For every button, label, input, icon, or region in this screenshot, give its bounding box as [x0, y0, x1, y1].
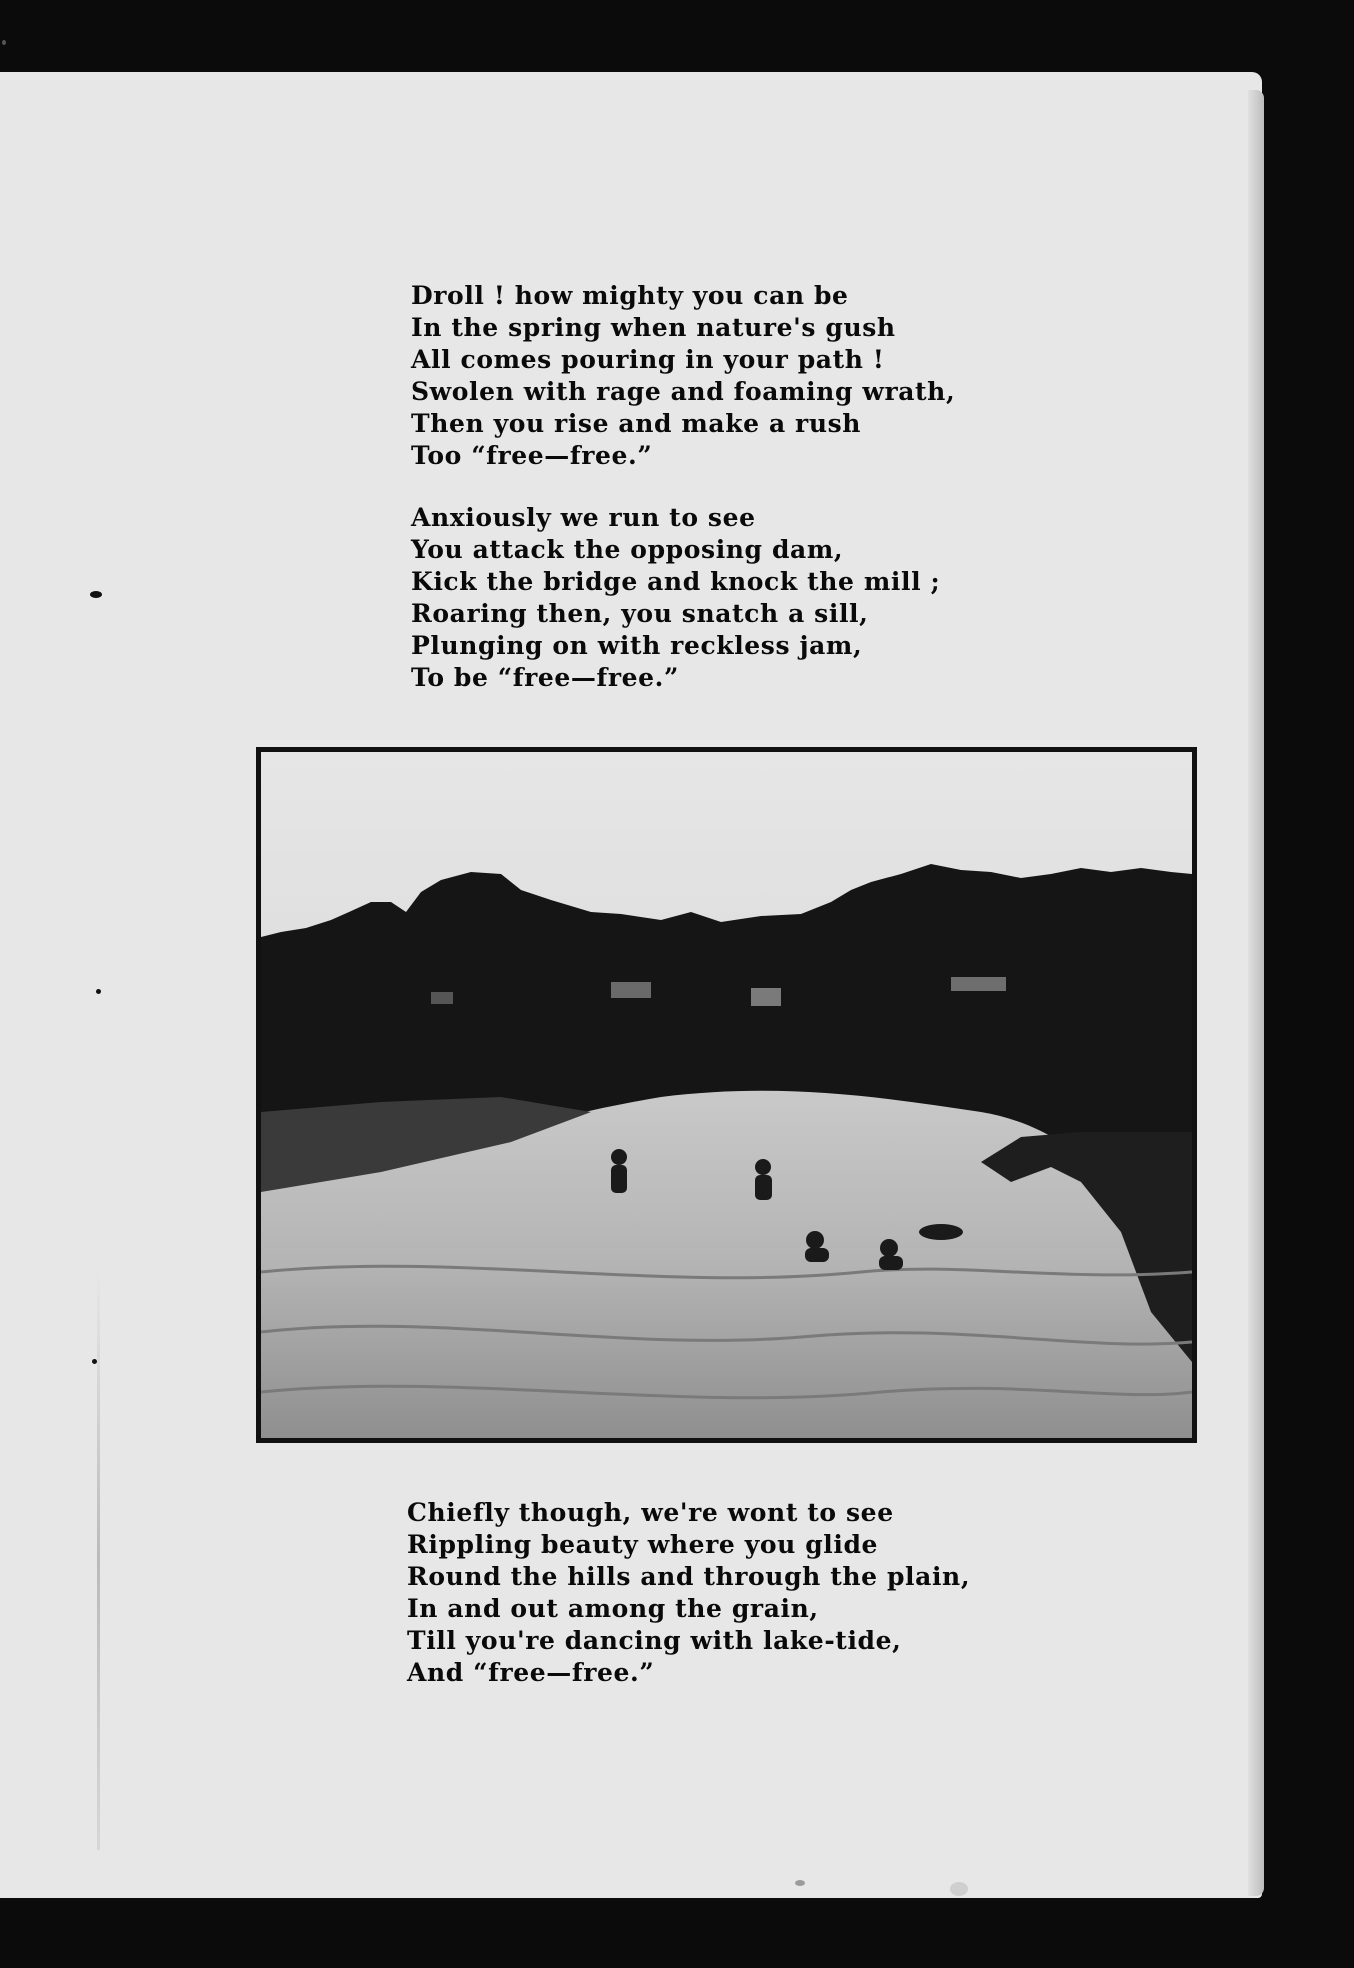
page-gutter	[97, 1270, 100, 1850]
poem-line: Plunging on with reckless jam,	[411, 631, 863, 660]
poem-line: You attack the opposing dam,	[411, 535, 844, 564]
poem-line: Then you rise and make a rush	[411, 409, 862, 438]
poem-line: And “free—free.”	[407, 1658, 655, 1687]
poem-line: Anxiously we run to see	[411, 503, 756, 532]
poem-line: To be “free—free.”	[411, 663, 679, 692]
poem-line: In and out among the grain,	[407, 1594, 819, 1623]
house	[611, 982, 651, 998]
river-photograph	[256, 747, 1197, 1443]
poem-line: Roaring then, you snatch a sill,	[411, 599, 869, 628]
page-edge-shadow	[1248, 90, 1264, 1896]
poem-line: Kick the bridge and knock the mill ;	[411, 567, 941, 596]
house	[951, 977, 1006, 991]
poem-line: In the spring when nature's gush	[411, 313, 896, 342]
poem-line: Too “free—free.”	[411, 441, 653, 470]
house	[431, 992, 453, 1004]
ink-speck	[90, 591, 102, 598]
ink-speck	[92, 1359, 97, 1364]
poem-line: Chiefly though, we're wont to see	[407, 1498, 894, 1527]
ink-speck	[950, 1882, 968, 1896]
poem-line: Swolen with rage and foaming wrath,	[411, 377, 956, 406]
ink-speck	[2, 40, 6, 45]
poem-stanza-1	[411, 280, 955, 472]
poem-line: Rippling beauty where you glide	[407, 1530, 879, 1559]
poem-stanza-3	[407, 1497, 970, 1689]
poem-line: All comes pouring in your path !	[411, 345, 885, 374]
poem-stanza-2	[411, 502, 940, 694]
poem-line: Droll ! how mighty you can be	[411, 281, 849, 310]
river-photo-illustration	[261, 752, 1192, 1438]
poem-line: Till you're dancing with lake-tide,	[407, 1626, 902, 1655]
house	[751, 988, 781, 1006]
ink-speck	[96, 989, 101, 994]
poem-line: Round the hills and through the plain,	[407, 1562, 971, 1591]
ink-speck	[795, 1880, 805, 1886]
